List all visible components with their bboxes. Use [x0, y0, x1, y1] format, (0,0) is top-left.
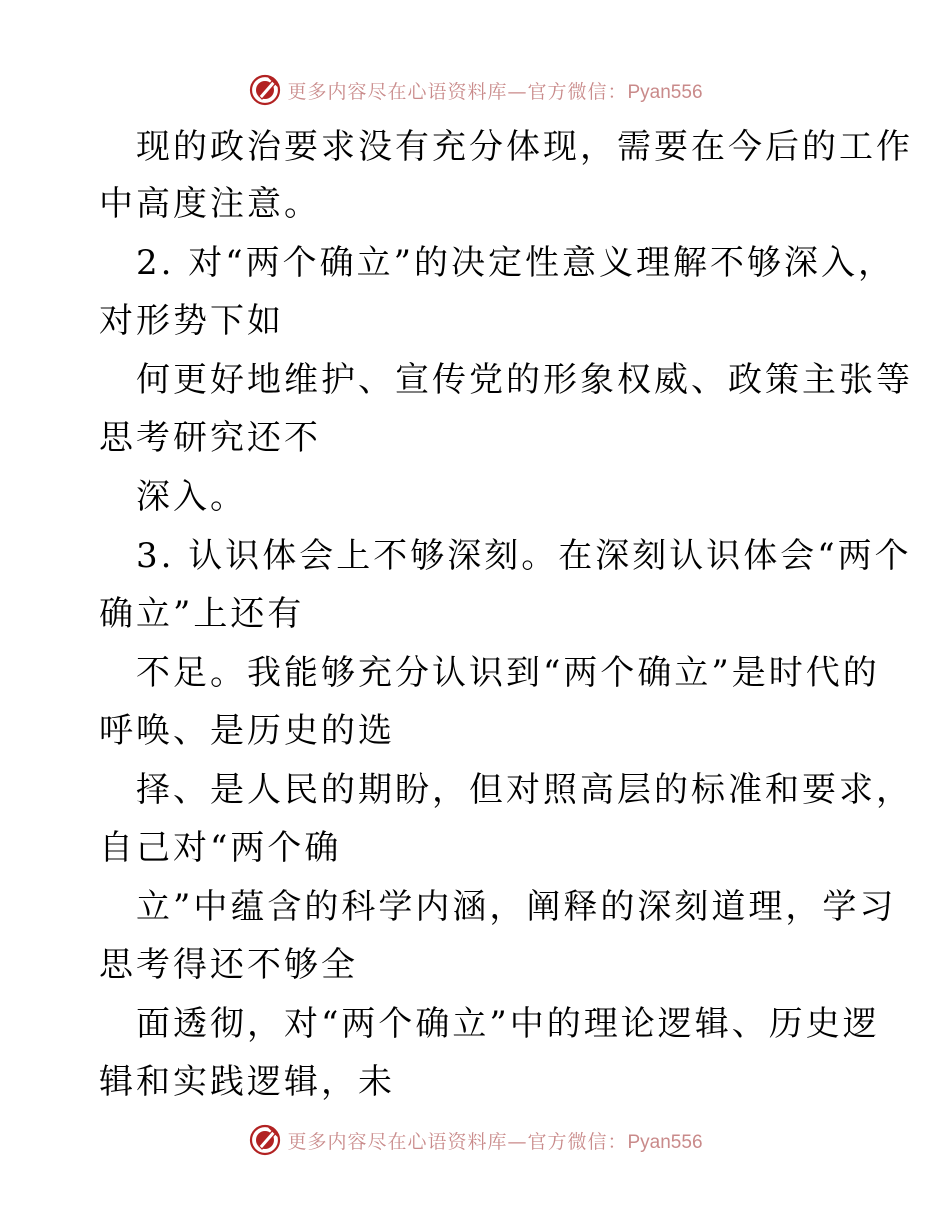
body-line: 面透彻，对“两个确立”中的理论逻辑、历史逻 [136, 1004, 880, 1044]
body-line: 中高度注意。 [99, 184, 321, 224]
watermark-header [0, 70, 950, 110]
watermark-text: 更多内容尽在心语资料库—官方微信：Pyan556 [287, 80, 703, 103]
body-line: 自己对“两个确 [99, 828, 342, 868]
body-line: 3. 认识体会上不够深刻。在深刻认识体会“两个 [136, 536, 912, 576]
body-line: 何更好地维护、宣传党的形象权威、政策主张等 [136, 360, 913, 400]
body-line: 深入。 [136, 477, 247, 517]
body-line: 思考研究还不 [99, 418, 321, 458]
body-line: 立”中蕴含的科学内涵，阐释的深刻道理，学习 [136, 887, 897, 927]
body-line: 择、是人民的期盼，但对照高层的标准和要求， [136, 770, 913, 810]
pen-nib-circle-icon [247, 1122, 283, 1158]
body-line: 呼唤、是历史的选 [99, 711, 395, 751]
watermark-account: Pyan556 [627, 81, 703, 103]
body-line: 2. 对“两个确立”的决定性意义理解不够深入， [136, 243, 896, 283]
body-line: 现的政治要求没有充分体现，需要在今后的工作 [136, 127, 913, 167]
watermark-footer [0, 1120, 950, 1160]
body-line: 思考得还不够全 [99, 945, 358, 985]
pen-nib-circle-icon [247, 72, 283, 108]
watermark-text: 更多内容尽在心语资料库—官方微信：Pyan556 [287, 1130, 703, 1153]
body-line: 对形势下如 [99, 301, 284, 341]
body-line: 确立”上还有 [99, 594, 305, 634]
body-line: 不足。我能够充分认识到“两个确立”是时代的 [136, 653, 880, 693]
body-line: 辑和实践逻辑，未 [99, 1062, 395, 1102]
watermark-account: Pyan556 [627, 1131, 703, 1153]
